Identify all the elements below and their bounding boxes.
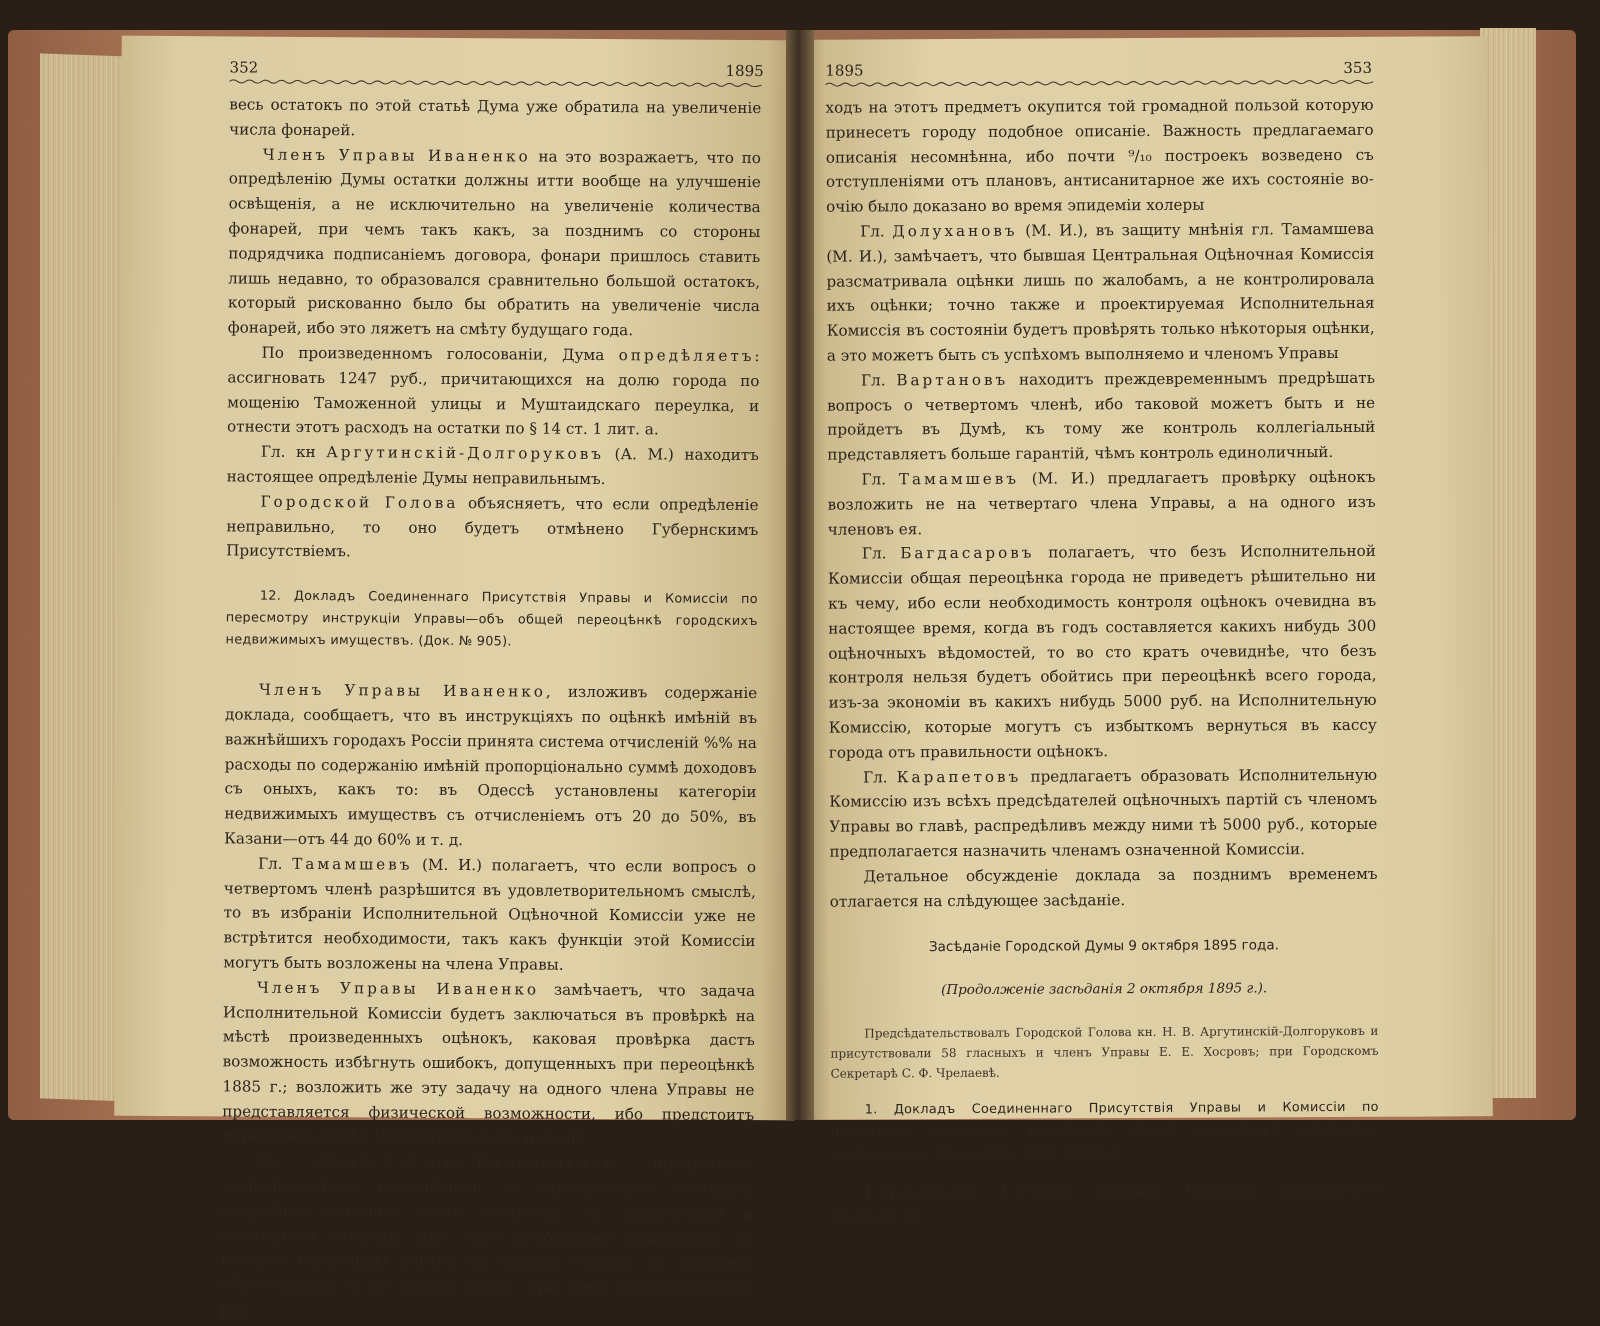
agenda-heading: 1. Докладъ Соединеннаго Присутствія Управы и Комиссіи по пересмотру инструкціи Управѣ—объ общей переоцѣнкѣ городскихъ недвижимыхъ имуществъ. (Док. № 905.). <box>830 1099 1379 1162</box>
paragraph: Гл. Тамамшевъ (М. И.) предлагаетъ провѣрку оцѣнокъ возложить не на четвертаго члена Управы, а на одного изъ членовъ ея. <box>827 467 1376 539</box>
header-rule <box>825 79 1373 88</box>
header-rule <box>229 78 761 88</box>
session-subtitle: (Продолженіе засѣданія 2 октября 1895 г.). <box>941 980 1268 999</box>
paragraph: Городской Голова объясняетъ, что если опредѣленіе неправильно, то оно будетъ отмѣнено Губернскимъ Присутствіемъ. <box>226 492 759 561</box>
paragraph: Гл. Карапетовъ предлагаетъ образовать Исполнительную Комиссію изъ всѣхъ предсѣдателей оцѣночныхъ партій съ членомъ Управы во главѣ, распредѣливъ между ними тѣ 5000 руб., которые предполагается назначить членамъ означенной Комиссіи. <box>829 765 1378 861</box>
running-year: 1895 <box>825 61 864 80</box>
running-year: 1895 <box>725 61 764 81</box>
paragraph: Членъ Управы Иваненко на это возражаетъ, что по опредѣленію Думы остатки должны итти вообще на улучшеніе освѣщенія, а не исключительно на увеличеніе количества фонарей, при чемъ такъ какъ, за позднимъ со стороны подрядчика подписаніемъ договора, фонари пришлось ставить лишь недавно, то образовался сравнительно большой остатокъ, который рискованно было бы обратить на увеличеніе числа фонарей, ибо это ляжетъ на смѣту будущаго года. <box>227 145 762 340</box>
book-gutter <box>786 30 814 1120</box>
paragraph: Городской Голова проситъ Собраніе высказаться сначала по <box>831 1179 1380 1226</box>
presiding-note: Предсѣдательствовалъ Городской Голова кн. Н. В. Аргутинскій-Долгоруковъ и присутствовали 58 гласныхъ и членъ Управы Е. Е. Хосровъ; при Городскомъ Секретарѣ С. Ф. Чрелаевѣ. <box>830 1023 1379 1081</box>
paragraph: Гл. кн Аргутинскій-Долгоруковъ (А. М.) находитъ настоящее опредѣленіе Думы неправильнымъ. <box>226 442 759 488</box>
paragraph: Гл. Долухановъ (М. И.), въ защиту мнѣнія гл. Тамамшева (М. И.), замѣчаетъ, что бывшая Центральная Оцѣночная Комиссія разсматривала оцѣнки лишь по жалобамъ, а не контролировала ихъ оцѣнки; точно также и проектируемая Исполнительная Комиссія въ состояніи будетъ провѣрять только нѣкоторыя оцѣнки, а это можетъ быть съ успѣхомъ выполняемо и членомъ Управы <box>826 219 1375 365</box>
page-number: 353 <box>1343 58 1373 77</box>
right-page <box>797 36 1493 1226</box>
left-page <box>114 36 802 1319</box>
paragraph: весь остатокъ по этой статьѣ Дума уже обратила на увеличеніе числа фонарей. <box>229 95 762 140</box>
page-number: 352 <box>229 58 259 77</box>
paragraph: Членъ Управы Иваненко, изложивъ содержаніе доклада, сообщаетъ, что въ инструкціяхъ по оцѣнкѣ имѣній въ важнѣйшихъ городахъ Россіи принята система отчисленій %% на расходы по содержанію имѣній пропорціонально суммѣ доходовъ съ оныхъ, какъ то: въ Одессѣ установлены категоріи недвижимыхъ имуществъ съ отчисленіемъ отъ 20 до 50%, въ Казани—отъ 44 до 60% и т. д. <box>224 680 758 849</box>
paragraph: Детальное обсужденіе доклада за позднимъ временемъ отлагается на слѣдующее засѣданіе. <box>829 864 1378 911</box>
paragraph: ходъ на этотъ предметъ окупится той громадной пользой которую принесетъ городу подобное описаніе. Важность предлагаемаго описанія несомнѣнна, ибо почти ⁹/₁₀ построекъ возведено съ отступленіями отъ плановъ, антисанитарное же ихъ состояніе во-очію было доказано во время эпидеміи холеры <box>825 95 1374 216</box>
paragraph: Гл. Багдасаровъ полагаетъ, что безъ Исполнительной Комиссіи общая переоцѣнка города не приведетъ рѣшительно ни къ чему, ибо если необходимость контроля оцѣнокъ очевидна въ настоящее время, когда въ годъ составляется какихъ нибудь 300 оцѣночныхъ вѣдомостей, то во сто кратъ очевиднѣе, что безъ контроля нельзя будетъ обойтись при переоцѣнкѣ всего города, изъ-за экономіи въ какихъ нибудь 5000 руб. на Исполнительную Комиссію, которые могутъ съ избыткомъ вернуться въ кассу города отъ правильности оцѣнокъ. <box>827 542 1377 762</box>
paragraph: Членъ Управы Иваненко замѣчаетъ, что задача Исполнительной Комиссіи будетъ заключаться въ провѣркѣ на мѣстѣ произведенныхъ оцѣнокъ, каковая провѣрка дастъ возможность избѣгнуть ошибокъ, допущенныхъ при переоцѣнкѣ 1885 г.; возложить же эту задачу на одного члена Управы не представляется физической возможности, ибо предстоитъ переоцѣнка болѣе 12000 отдѣльныхъ имѣній. <box>222 978 756 1148</box>
paragraph: По произведенномъ голосованіи, Дума опредѣляетъ: ассигновать 1247 руб., причитающихся на долю города по мощенію Таможенной улицы и Муштаидскаго переулка, и отнести этотъ расходъ на остатки по § 14 ст. 1 лит. а. <box>226 343 760 439</box>
right-page-text <box>825 93 1379 1229</box>
paragraph: Гл. Вартановъ находитъ преждевременнымъ предрѣшать вопросъ о четвертомъ членѣ, ибо таковой можетъ быть и не пройдетъ въ Думѣ, къ тому же контроль коллегіальный представляетъ больше гарантій, чѣмъ контроль единоличный. <box>827 368 1376 464</box>
session-title: Засѣданіе Городской Думы 9 октября 1895 года. <box>928 937 1279 956</box>
agenda-heading: 12. Докладъ Соединеннаго Присутствія Управы и Комиссіи по пересмотру инструкціи Управы—объ общей переоцѣнкѣ городскихъ недвижимыхъ имуществъ. (Док. № 905). <box>225 588 758 650</box>
paragraph: Гл. Шахъ-Азизовъ-Камсараканъ предлагаетъ воспользоваться переоцѣнкой и одновременно составить подробное описаніе всѣхъ построекъ съ технической и санитарной сторонъ, для чего необходимо пригласить въ каждую оцѣночную партію по одному технику съ высшимъ образованіемъ и по одному врачу, при чемъ дополнительный рас- <box>220 1151 754 1319</box>
paragraph: Гл. Тамамшевъ (М. И.) полагаетъ, что если вопросъ о четвертомъ членѣ разрѣшится въ удовлетворительномъ смыслѣ, то въ избраніи Исполнительной Оцѣночной Комиссіи уже не встрѣтится необходимости, такъ какъ функціи этой Комиссіи могутъ быть возложены на члена Управы. <box>223 854 757 974</box>
left-page-text <box>221 92 762 1326</box>
